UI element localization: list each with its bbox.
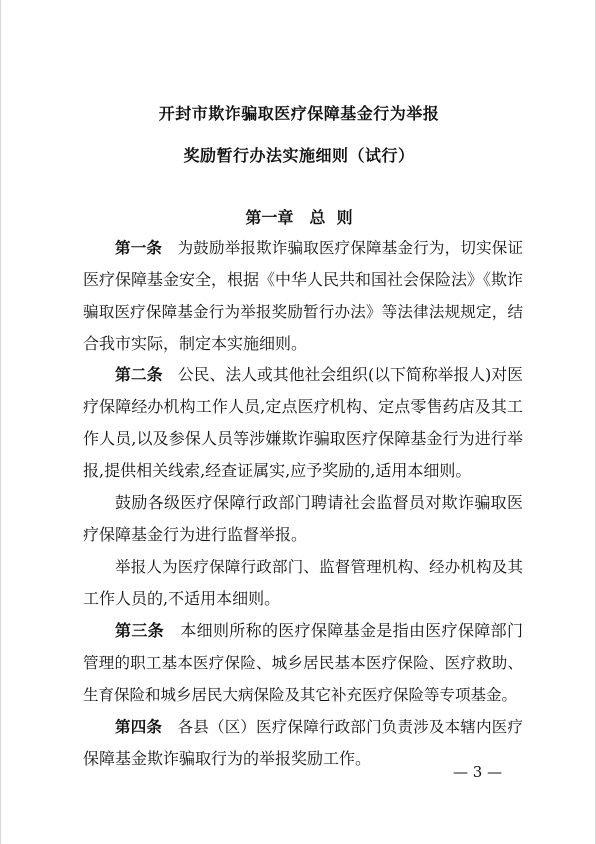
article-1-line-1: 第一条 为鼓励举报欺诈骗取医疗保障基金行为，切实保证 (115, 238, 523, 257)
article-3-head: 第三条 (115, 621, 165, 640)
article-1-line-2: 医疗保障基金安全，根据《中华人民共和国社会保险法》《欺诈 (83, 270, 524, 289)
article-1-head: 第一条 (115, 238, 163, 257)
chapter-name: 总 则 (309, 208, 353, 227)
paragraph-exclusion-line-1: 举报人为医疗保障行政部门、监督管理机构、经办机构及其 (115, 558, 523, 576)
article-2-head: 第二条 (115, 365, 163, 384)
article-3-line-1: 第三条 本细则所称的医疗保障基金是指由医疗保障部门 (115, 621, 523, 640)
paragraph-supervisor-line-2: 疗保障基金行为进行监督举报。 (83, 525, 308, 544)
chapter-heading (1, 205, 596, 228)
paragraph-exclusion-line-2: 工作人员的,不适用本细则。 (83, 589, 281, 608)
article-1-line-3: 骗取医疗保障基金行为举报奖励暂行办法》等法律法规规定，结 (83, 303, 523, 321)
chapter-label: 第一章 (245, 208, 294, 227)
article-1-line-4: 合我市实际，制定本实施细则。 (83, 334, 308, 353)
article-2-line-4: 报,提供相关线索,经查证属实,应予奖励的,适用本细则。 (83, 461, 472, 480)
article-3-line-2: 管理的职工基本医疗保险、城乡居民基本医疗保险、医疗救助、 (83, 654, 523, 672)
article-2-line-2: 疗保障经办机构工作人员,定点医疗机构、定点零售药店及其工 (83, 397, 523, 416)
article-2-line-1: 第二条 公民、法人或其他社会组织(以下简称举报人)对医 (115, 365, 523, 384)
page-number: — 3 — (453, 763, 503, 781)
article-4-line-2: 保障基金欺诈骗取行为的举报奖励工作。 (83, 749, 372, 768)
article-3-line-3: 生育保险和城乡居民大病保险及其它补充医疗保险等专项基金。 (83, 686, 518, 704)
paragraph-supervisor-line-1: 鼓励各级医疗保障行政部门聘请社会监督员对欺诈骗取医 (115, 493, 523, 512)
document-title-line-1: 开封市欺诈骗取医疗保障基金行为举报 (158, 104, 440, 123)
article-2-line-3: 作人员,以及参保人员等涉嫌欺诈骗取医疗保障基金行为进行举 (83, 429, 523, 448)
article-4-line-1: 第四条 各县（区）医疗保障行政部门负责涉及本辖内医疗 (115, 717, 523, 736)
document-title-line-2: 奖励暂行办法实施细则（试行） (183, 146, 415, 165)
article-4-head: 第四条 (115, 717, 163, 736)
